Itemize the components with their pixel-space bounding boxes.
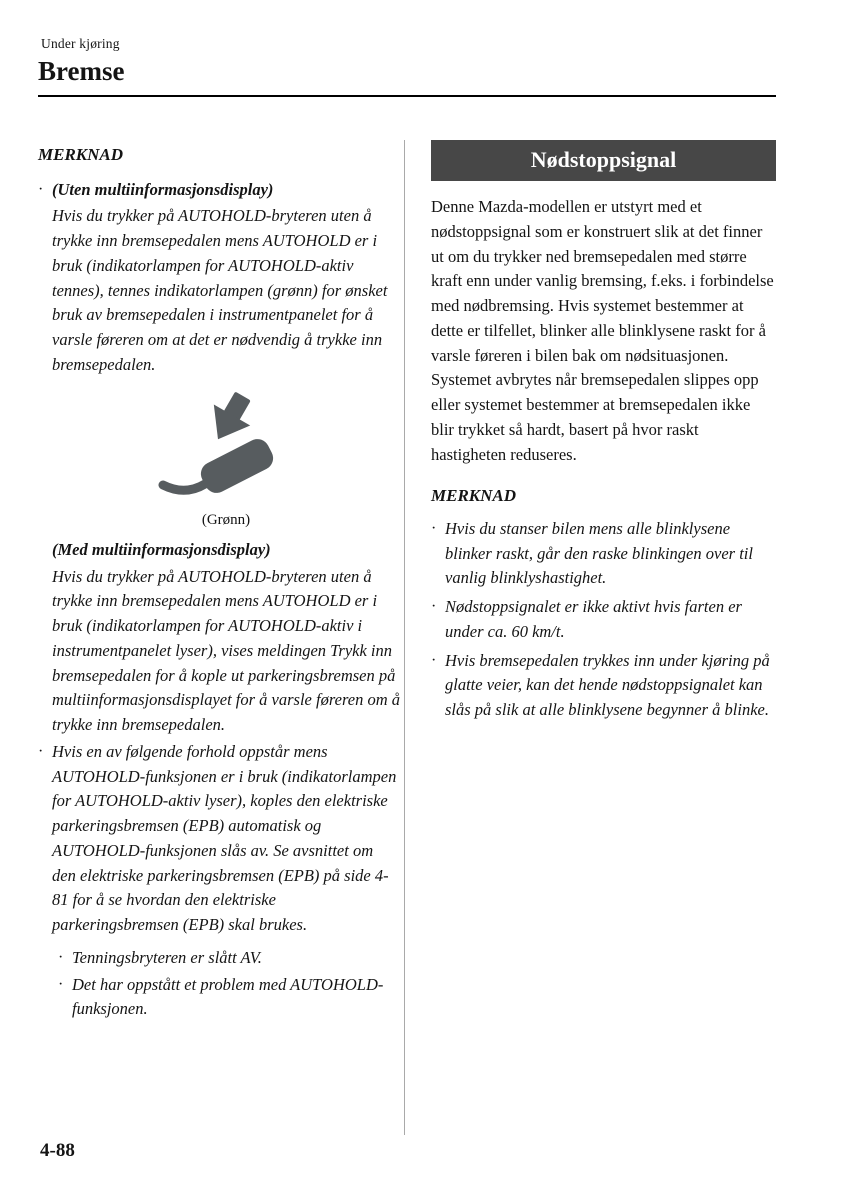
- column-divider: [404, 140, 405, 1135]
- note-heading: (Med multiinformasjonsdisplay): [52, 539, 271, 559]
- bullet-marker: ·: [431, 519, 437, 537]
- bullet-marker: ·: [38, 180, 44, 198]
- sub-note-list: [58, 946, 400, 1022]
- bullet-marker: ·: [58, 948, 64, 966]
- note-text: Hvis en av følgende forhold oppstår mens AUTOHOLD-funksjonen er i bruk (indikatorlampen for AUTOHOLD-aktiv lyser), koples den elektriske parkeringsbremsen (EPB) automatisk og AUTOHOLD-funksjonen slås av. Se avsnittet om den elektriske parkeringsbremsen (EPB) på side 4-81 for å se hvordan den elektriske parkeringsbremsen (EPB) skal brukes.: [52, 741, 397, 934]
- merknad-label: MERKNAD: [38, 145, 124, 164]
- paragraph: Denne Mazda-modellen er utstyrt med et nødstoppsignal som er konstruert slik at det finner ut om du trykker ned bremsepedalen med større kraft enn under vanlig bremsing, f.eks. i forbindelse med nødbremsing. Hvis systemet bestemmer at dette er tilfellet, blinker alle blinklysene raskt for å varsle føreren i bilen bak om nødsituasjonen.: [431, 197, 774, 365]
- title-rule: [38, 95, 776, 97]
- page-title: Bremse: [38, 56, 125, 86]
- paragraph: Systemet avbrytes når bremsepedalen slippes opp eller systemet bestemmer at bremsepedalen ikke blir trykket så hardt, basert på hvor raskt hastigheten reduseres.: [431, 370, 759, 464]
- sub-note-text: Tenningsbryteren er slått AV.: [72, 947, 262, 967]
- running-header: Under kjøring: [41, 36, 120, 51]
- note-text: Hvis du trykker på AUTOHOLD-bryteren uten å trykke inn bremsepedalen mens AUTOHOLD er i bruk (indikatorlampen for AUTOHOLD-aktiv i instrumentpanelet lyser), vises meldingen Trykk inn bremsepedalen for å kople ut parkeringsbremsen på multiinformasjonsdisplayet for å varsle føreren om å trykke inn bremsepedalen.: [52, 566, 401, 734]
- left-column: [38, 142, 400, 1026]
- note-item: [431, 649, 776, 723]
- bullet-marker: ·: [431, 598, 437, 615]
- note-text: Nødstoppsignalet er ikke aktivt hvis farten er under ca. 60 km/t.: [445, 597, 742, 641]
- note-item: [38, 178, 400, 738]
- note-heading: (Uten multiinformasjonsdisplay): [52, 179, 274, 199]
- bullet-marker: ·: [58, 975, 64, 993]
- brake-pedal-icon: [151, 392, 301, 500]
- note-item: [431, 517, 776, 591]
- bullet-marker: ·: [431, 651, 437, 669]
- merknad-label: MERKNAD: [431, 486, 517, 506]
- figure-caption: (Grønn): [201, 512, 251, 529]
- note-item: [431, 595, 776, 645]
- note-body: [52, 178, 400, 738]
- bullet-marker: ·: [38, 742, 44, 760]
- sub-note-item: [58, 946, 400, 971]
- section-header-text: Nødstoppsignal: [530, 147, 677, 172]
- note-text: Hvis du stanser bilen mens alle blinklysene blinker raskt, går den raske blinkingen over til vanlig blinklyshastighet.: [445, 518, 753, 588]
- section-header: [431, 140, 776, 181]
- right-column: [431, 140, 776, 727]
- note-text: Hvis bremsepedalen trykkes inn under kjøring på glatte veier, kan det hende nødstoppsignalet kan slås på slik at alle blinklysene begynner å blinke.: [445, 650, 770, 719]
- note-item: [38, 740, 400, 1024]
- brake-pedal-figure: [52, 392, 400, 532]
- sub-note-item: [58, 973, 400, 1023]
- page-number: 4-88: [40, 1140, 75, 1161]
- note-text: Hvis du trykker på AUTOHOLD-bryteren uten å trykke inn bremsepedalen mens AUTOHOLD er i bruk (indikatorlampen for AUTOHOLD-aktiv tennes), tennes indikatorlampen (grønn) for ønsket bruk av bremsepedalen i instrumentpanelet for å varsle føreren om at det er nødvendig å trykke inn bremsepedalen.: [52, 206, 388, 374]
- sub-note-text: Det har oppstått et problem med AUTOHOLD-funksjonen.: [72, 974, 384, 1019]
- note-list: [431, 517, 776, 723]
- note-body: [52, 740, 400, 1024]
